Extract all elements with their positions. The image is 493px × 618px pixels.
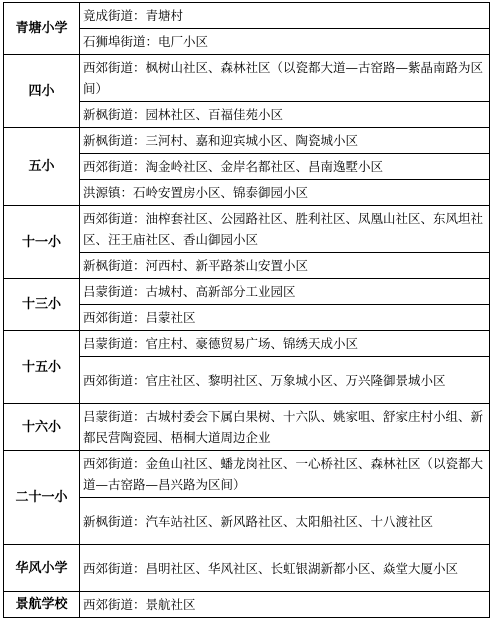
table-row (4, 592, 490, 618)
table-row (4, 55, 490, 102)
district-cell: 新枫街道：园林社区、百福佳苑小区 (80, 102, 490, 128)
district-cell: 西郊街道：枫树山社区、森林社区（以瓷都大道—古窑路—紫晶南路为区间） (80, 55, 490, 102)
district-cell: 洪源镇：石岭安置房小区、锦泰御园小区 (80, 180, 490, 206)
district-cell: 吕蒙街道：古城村、高新部分工业园区 (80, 279, 490, 305)
district-cell: 西郊街道：淘金岭社区、金岸名都社区、昌南逸墅小区 (80, 154, 490, 180)
school-name: 四小 (4, 55, 80, 128)
table-row (4, 128, 490, 154)
table-row (4, 279, 490, 305)
district-cell: 西郊街道：景航社区 (80, 592, 490, 618)
table-row (4, 3, 490, 29)
district-cell: 石狮埠街道：电厂小区 (80, 29, 490, 55)
table-row (4, 451, 490, 498)
school-name: 十五小 (4, 331, 80, 404)
table-row (4, 404, 490, 451)
school-name: 青塘小学 (4, 3, 80, 55)
district-cell: 西郊街道：油榨套社区、公园路社区、胜利社区、凤凰山社区、东风坦社区、汪王庙社区、香山御园小区 (80, 206, 490, 253)
school-name: 五小 (4, 128, 80, 206)
district-cell: 新枫街道：汽车站社区、新风路社区、太阳船社区、十八渡社区 (80, 498, 490, 545)
district-cell: 吕蒙街道：官庄村、豪德贸易广场、锦绣天成小区 (80, 331, 490, 357)
school-district-table (3, 2, 490, 618)
district-cell: 竟成街道：青塘村 (80, 3, 490, 29)
school-name: 二十一小 (4, 451, 80, 545)
district-cell: 西郊街道：吕蒙社区 (80, 305, 490, 331)
school-name: 十六小 (4, 404, 80, 451)
district-cell: 西郊街道：昌明社区、华风社区、长虹银湖新都小区、焱堂大厦小区 (80, 545, 490, 592)
school-name: 十三小 (4, 279, 80, 331)
school-name: 华风小学 (4, 545, 80, 592)
district-cell: 新枫街道：三河村、嘉和迎宾城小区、陶瓷城小区 (80, 128, 490, 154)
school-name: 十一小 (4, 206, 80, 279)
table-row (4, 206, 490, 253)
district-cell: 西郊街道：金鱼山社区、蟠龙岗社区、一心桥社区、森林社区（以瓷都大道—古窑路—昌兴路为区间） (80, 451, 490, 498)
district-cell: 西郊街道：官庄社区、黎明社区、万象城小区、万兴隆御景城小区 (80, 357, 490, 404)
district-cell: 新枫街道：河西村、新平路茶山安置小区 (80, 253, 490, 279)
table-row (4, 331, 490, 357)
table-row (4, 545, 490, 592)
district-cell: 吕蒙街道：古城村委会下属白果树、十六队、姚家咀、舒家庄村小组、新都民营陶瓷园、梧桐大道周边企业 (80, 404, 490, 451)
school-name: 景航学校 (4, 592, 80, 618)
